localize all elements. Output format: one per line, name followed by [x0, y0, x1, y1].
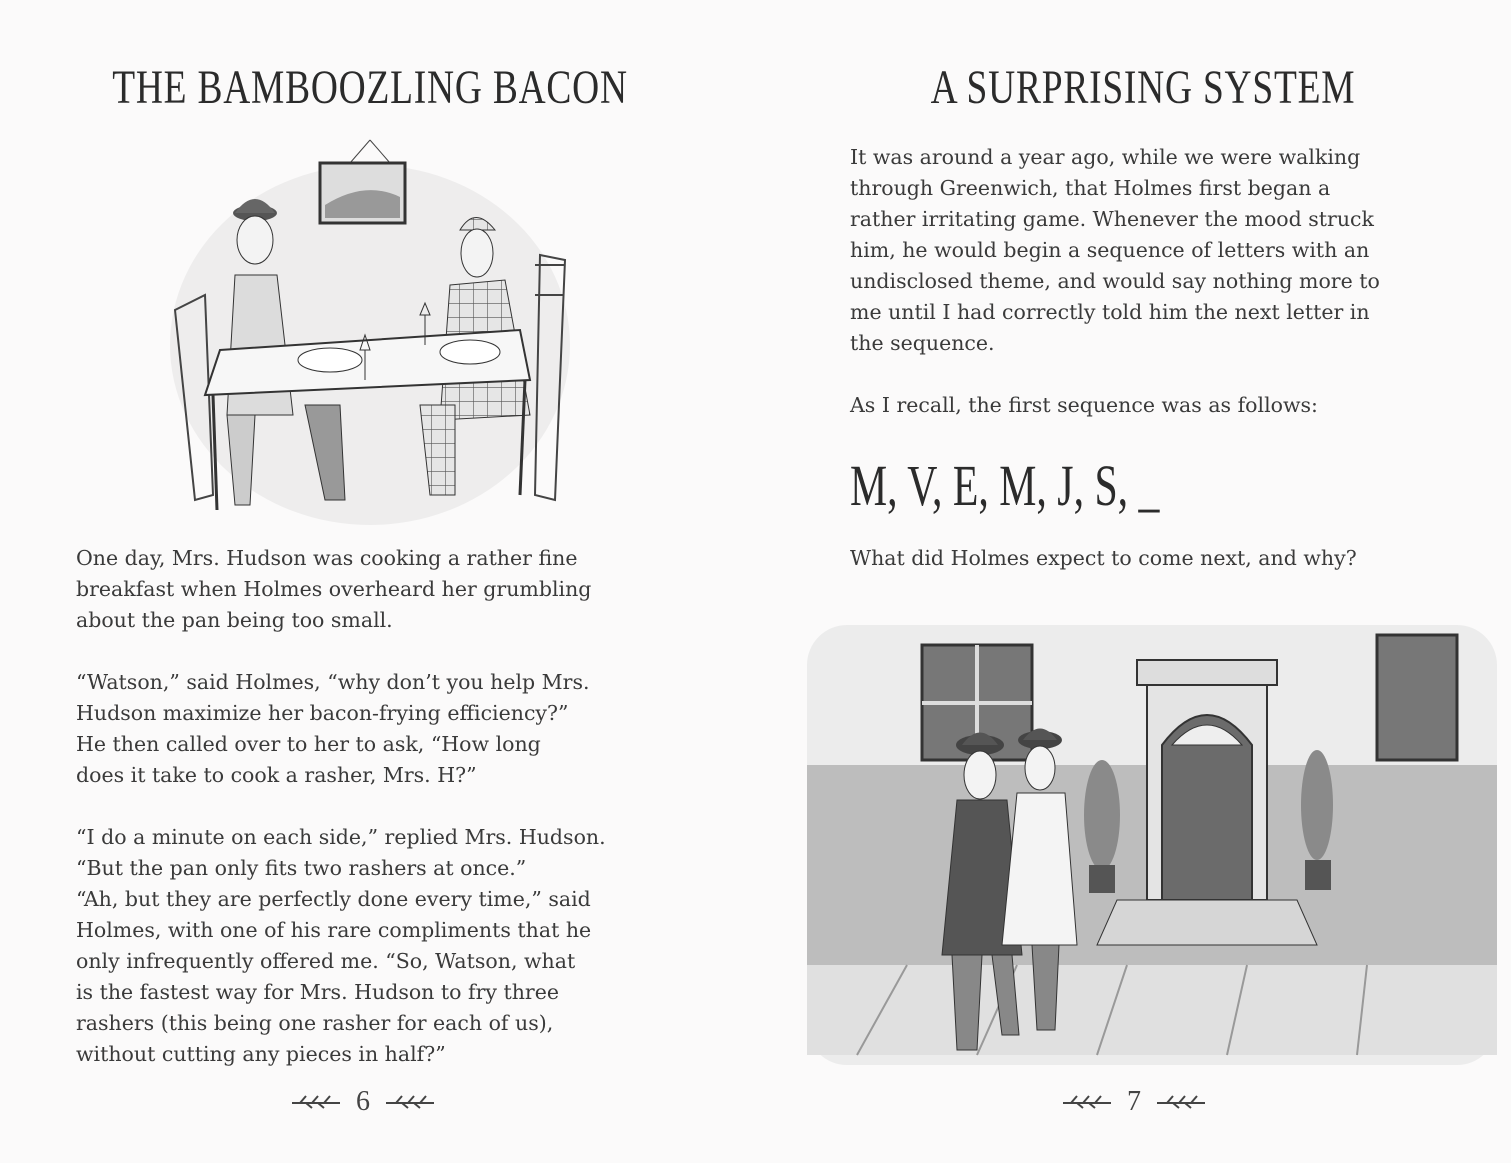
text-line: the sequence.	[850, 331, 995, 355]
text-line: He then called over to her to ask, “How long	[76, 732, 541, 756]
letter-sequence: M, V, E, M, J, S, _	[850, 453, 1160, 518]
text-line: One day, Mrs. Hudson was cooking a rather fine	[76, 546, 578, 570]
page-number: 6	[356, 1086, 370, 1117]
breakfast-table-drawing	[165, 135, 575, 530]
left-page-title: THE BAMBOOZLING BACON	[112, 61, 628, 114]
text-line: through Greenwich, that Holmes first began a	[850, 176, 1331, 200]
text-line: rather irritating game. Whenever the mood struck	[850, 207, 1374, 231]
text-line: Hudson maximize her bacon-frying efficiency?”	[76, 701, 569, 725]
page-number: 7	[1127, 1086, 1141, 1117]
street-walk-illustration	[797, 605, 1507, 1075]
left-page	[0, 0, 755, 1163]
text-line: “Ah, but they are perfectly done every time,” said	[76, 887, 591, 911]
paragraph	[76, 667, 606, 791]
text-line: As I recall, the first sequence was as follows:	[850, 393, 1318, 417]
text-line: undisclosed theme, and would say nothing more to	[850, 269, 1380, 293]
text-line: only infrequently offered me. “So, Watson, what	[76, 949, 576, 973]
text-line: rashers (this being one rasher for each of us),	[76, 1011, 554, 1035]
right-page-body	[850, 142, 1380, 421]
text-line: Holmes, with one of his rare compliments that he	[76, 918, 592, 942]
leaf-ornament-right-icon	[384, 1093, 436, 1111]
text-line: me until I had correctly told him the next letter in	[850, 300, 1370, 324]
text-line: “But the pan only fits two rashers at once.”	[76, 856, 527, 880]
left-page-body	[76, 543, 606, 1070]
left-page-folio	[290, 1086, 436, 1118]
breakfast-table-illustration	[165, 135, 575, 530]
street-walk-drawing	[797, 605, 1507, 1075]
right-page	[755, 0, 1511, 1163]
paragraph	[76, 822, 606, 1070]
text-line: is the fastest way for Mrs. Hudson to fry three	[76, 980, 559, 1004]
text-line: breakfast when Holmes overheard her grumbling	[76, 577, 592, 601]
leaf-ornament-right-icon	[1155, 1093, 1207, 1111]
right-page-folio	[1061, 1086, 1207, 1118]
leaf-ornament-left-icon	[1061, 1093, 1113, 1111]
text-line: It was around a year ago, while we were walking	[850, 145, 1361, 169]
right-page-title: A SURPRISING SYSTEM	[930, 61, 1356, 114]
question-text	[850, 543, 1357, 574]
text-line: “I do a minute on each side,” replied Mrs. Hudson.	[76, 825, 606, 849]
text-line: does it take to cook a rasher, Mrs. H?”	[76, 763, 477, 787]
text-line: about the pan being too small.	[76, 608, 393, 632]
leaf-ornament-left-icon	[290, 1093, 342, 1111]
text-line: What did Holmes expect to come next, and why?	[850, 546, 1357, 570]
text-line: without cutting any pieces in half?”	[76, 1042, 446, 1066]
paragraph	[850, 142, 1380, 359]
text-line: him, he would begin a sequence of letters with an	[850, 238, 1370, 262]
text-line: “Watson,” said Holmes, “why don’t you help Mrs.	[76, 670, 590, 694]
paragraph	[850, 390, 1380, 421]
paragraph	[76, 543, 606, 636]
